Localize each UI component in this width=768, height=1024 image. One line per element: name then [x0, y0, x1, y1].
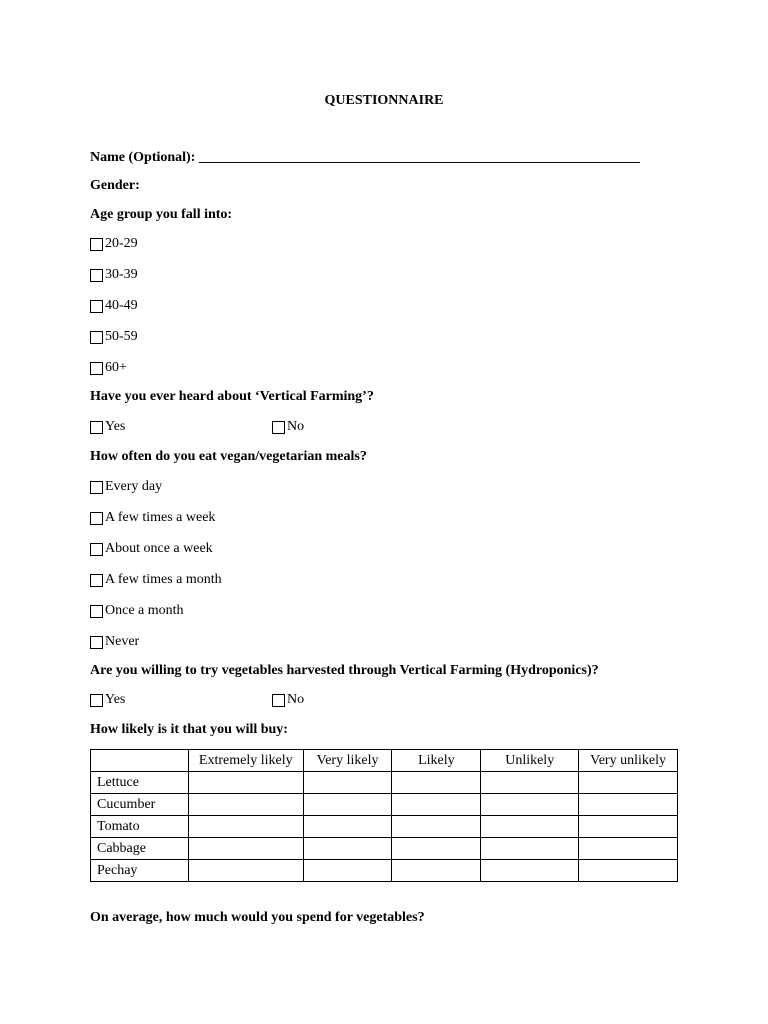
table-row	[91, 838, 678, 860]
answer-cell[interactable]	[303, 816, 392, 838]
answer-cell[interactable]	[481, 860, 579, 882]
row-label: Tomato	[91, 816, 189, 838]
answer-cell[interactable]	[188, 772, 303, 794]
row-label: Pechay	[91, 860, 189, 882]
table-row	[91, 794, 678, 816]
name-label: Name (Optional):	[90, 150, 196, 165]
vegan-option-once-week[interactable]	[90, 540, 213, 558]
answer-cell[interactable]	[392, 772, 481, 794]
answer-cell[interactable]	[188, 838, 303, 860]
checkbox[interactable]	[90, 362, 103, 375]
row-label: Lettuce	[91, 772, 189, 794]
option-label: 20-29	[105, 236, 138, 251]
checkbox[interactable]	[90, 694, 103, 707]
checkbox[interactable]	[90, 636, 103, 649]
vegan-option-never[interactable]	[90, 633, 139, 651]
option-label: Once a month	[105, 603, 184, 618]
checkbox[interactable]	[90, 605, 103, 618]
option-label: Every day	[105, 479, 163, 494]
answer-cell[interactable]	[392, 794, 481, 816]
age-option-60-plus[interactable]	[90, 359, 127, 377]
option-label: 50-59	[105, 329, 138, 344]
row-label: Cabbage	[91, 838, 189, 860]
option-label: 30-39	[105, 267, 138, 282]
row-label: Cucumber	[91, 794, 189, 816]
answer-cell[interactable]	[188, 860, 303, 882]
table-header-cell: Extremely likely	[188, 750, 303, 772]
vegan-frequency-question: How often do you eat vegan/vegetarian meals?	[90, 449, 367, 464]
vegan-option-every-day[interactable]	[90, 478, 162, 496]
answer-cell[interactable]	[579, 860, 678, 882]
willing-try-question: Are you willing to try vegetables harvested through Vertical Farming (Hydroponics)?	[90, 663, 599, 678]
answer-cell[interactable]	[579, 816, 678, 838]
checkbox[interactable]	[90, 269, 103, 282]
answer-cell[interactable]	[303, 794, 392, 816]
option-label: About once a week	[105, 541, 213, 556]
answer-cell[interactable]	[579, 794, 678, 816]
option-label: Yes	[105, 692, 126, 707]
answer-cell[interactable]	[392, 838, 481, 860]
answer-cell[interactable]	[481, 838, 579, 860]
vertical-farming-yes[interactable]	[90, 418, 125, 436]
vegan-option-few-times-week[interactable]	[90, 509, 215, 527]
age-option-40-49[interactable]	[90, 297, 138, 315]
option-label: Never	[105, 634, 140, 649]
answer-cell[interactable]	[392, 816, 481, 838]
willing-try-yes[interactable]	[90, 691, 125, 709]
spend-question: On average, how much would you spend for vegetables?	[90, 910, 425, 925]
page-title: QUESTIONNAIRE	[324, 93, 444, 108]
answer-cell[interactable]	[303, 772, 392, 794]
option-label: Yes	[105, 419, 126, 434]
checkbox[interactable]	[90, 574, 103, 587]
answer-cell[interactable]	[481, 772, 579, 794]
table-header-cell: Unlikely	[481, 750, 579, 772]
vertical-farming-question: Have you ever heard about ‘Vertical Farming’?	[90, 389, 374, 404]
table-header-cell: Very likely	[303, 750, 392, 772]
option-label: 40-49	[105, 298, 138, 313]
checkbox[interactable]	[90, 421, 103, 434]
answer-cell[interactable]	[188, 816, 303, 838]
answer-cell[interactable]	[579, 772, 678, 794]
table-header-cell: Likely	[392, 750, 481, 772]
checkbox[interactable]	[272, 694, 285, 707]
checkbox[interactable]	[90, 481, 103, 494]
gender-label: Gender:	[90, 178, 140, 193]
answer-cell[interactable]	[303, 838, 392, 860]
age-option-30-39[interactable]	[90, 266, 138, 284]
checkbox[interactable]	[90, 331, 103, 344]
table-row	[91, 816, 678, 838]
option-label: No	[287, 692, 305, 707]
vegan-option-once-month[interactable]	[90, 602, 184, 620]
option-label: No	[287, 419, 305, 434]
table-row	[91, 860, 678, 882]
vertical-farming-no[interactable]	[272, 418, 304, 436]
table-header-cell: Very unlikely	[579, 750, 678, 772]
answer-cell[interactable]	[481, 794, 579, 816]
willing-try-no[interactable]	[272, 691, 304, 709]
checkbox[interactable]	[90, 543, 103, 556]
answer-cell[interactable]	[188, 794, 303, 816]
likelihood-table	[90, 749, 678, 882]
likelihood-question: How likely is it that you will buy:	[90, 722, 288, 737]
answer-cell[interactable]	[579, 838, 678, 860]
answer-cell[interactable]	[392, 860, 481, 882]
option-label: A few times a week	[105, 510, 216, 525]
option-label: 60+	[105, 360, 127, 375]
checkbox[interactable]	[90, 512, 103, 525]
answer-cell[interactable]	[481, 816, 579, 838]
table-row	[91, 772, 678, 794]
answer-cell[interactable]	[303, 860, 392, 882]
age-option-20-29[interactable]	[90, 235, 138, 253]
age-option-50-59[interactable]	[90, 328, 138, 346]
option-label: A few times a month	[105, 572, 222, 587]
age-group-question: Age group you fall into:	[90, 207, 233, 222]
checkbox[interactable]	[272, 421, 285, 434]
checkbox[interactable]	[90, 300, 103, 313]
table-header-row	[91, 750, 678, 772]
checkbox[interactable]	[90, 238, 103, 251]
name-blank-line[interactable]: _______________________________________________________________	[198, 150, 640, 165]
table-header-cell	[91, 750, 189, 772]
vegan-option-few-times-month[interactable]	[90, 571, 222, 589]
name-field[interactable]	[90, 150, 640, 166]
